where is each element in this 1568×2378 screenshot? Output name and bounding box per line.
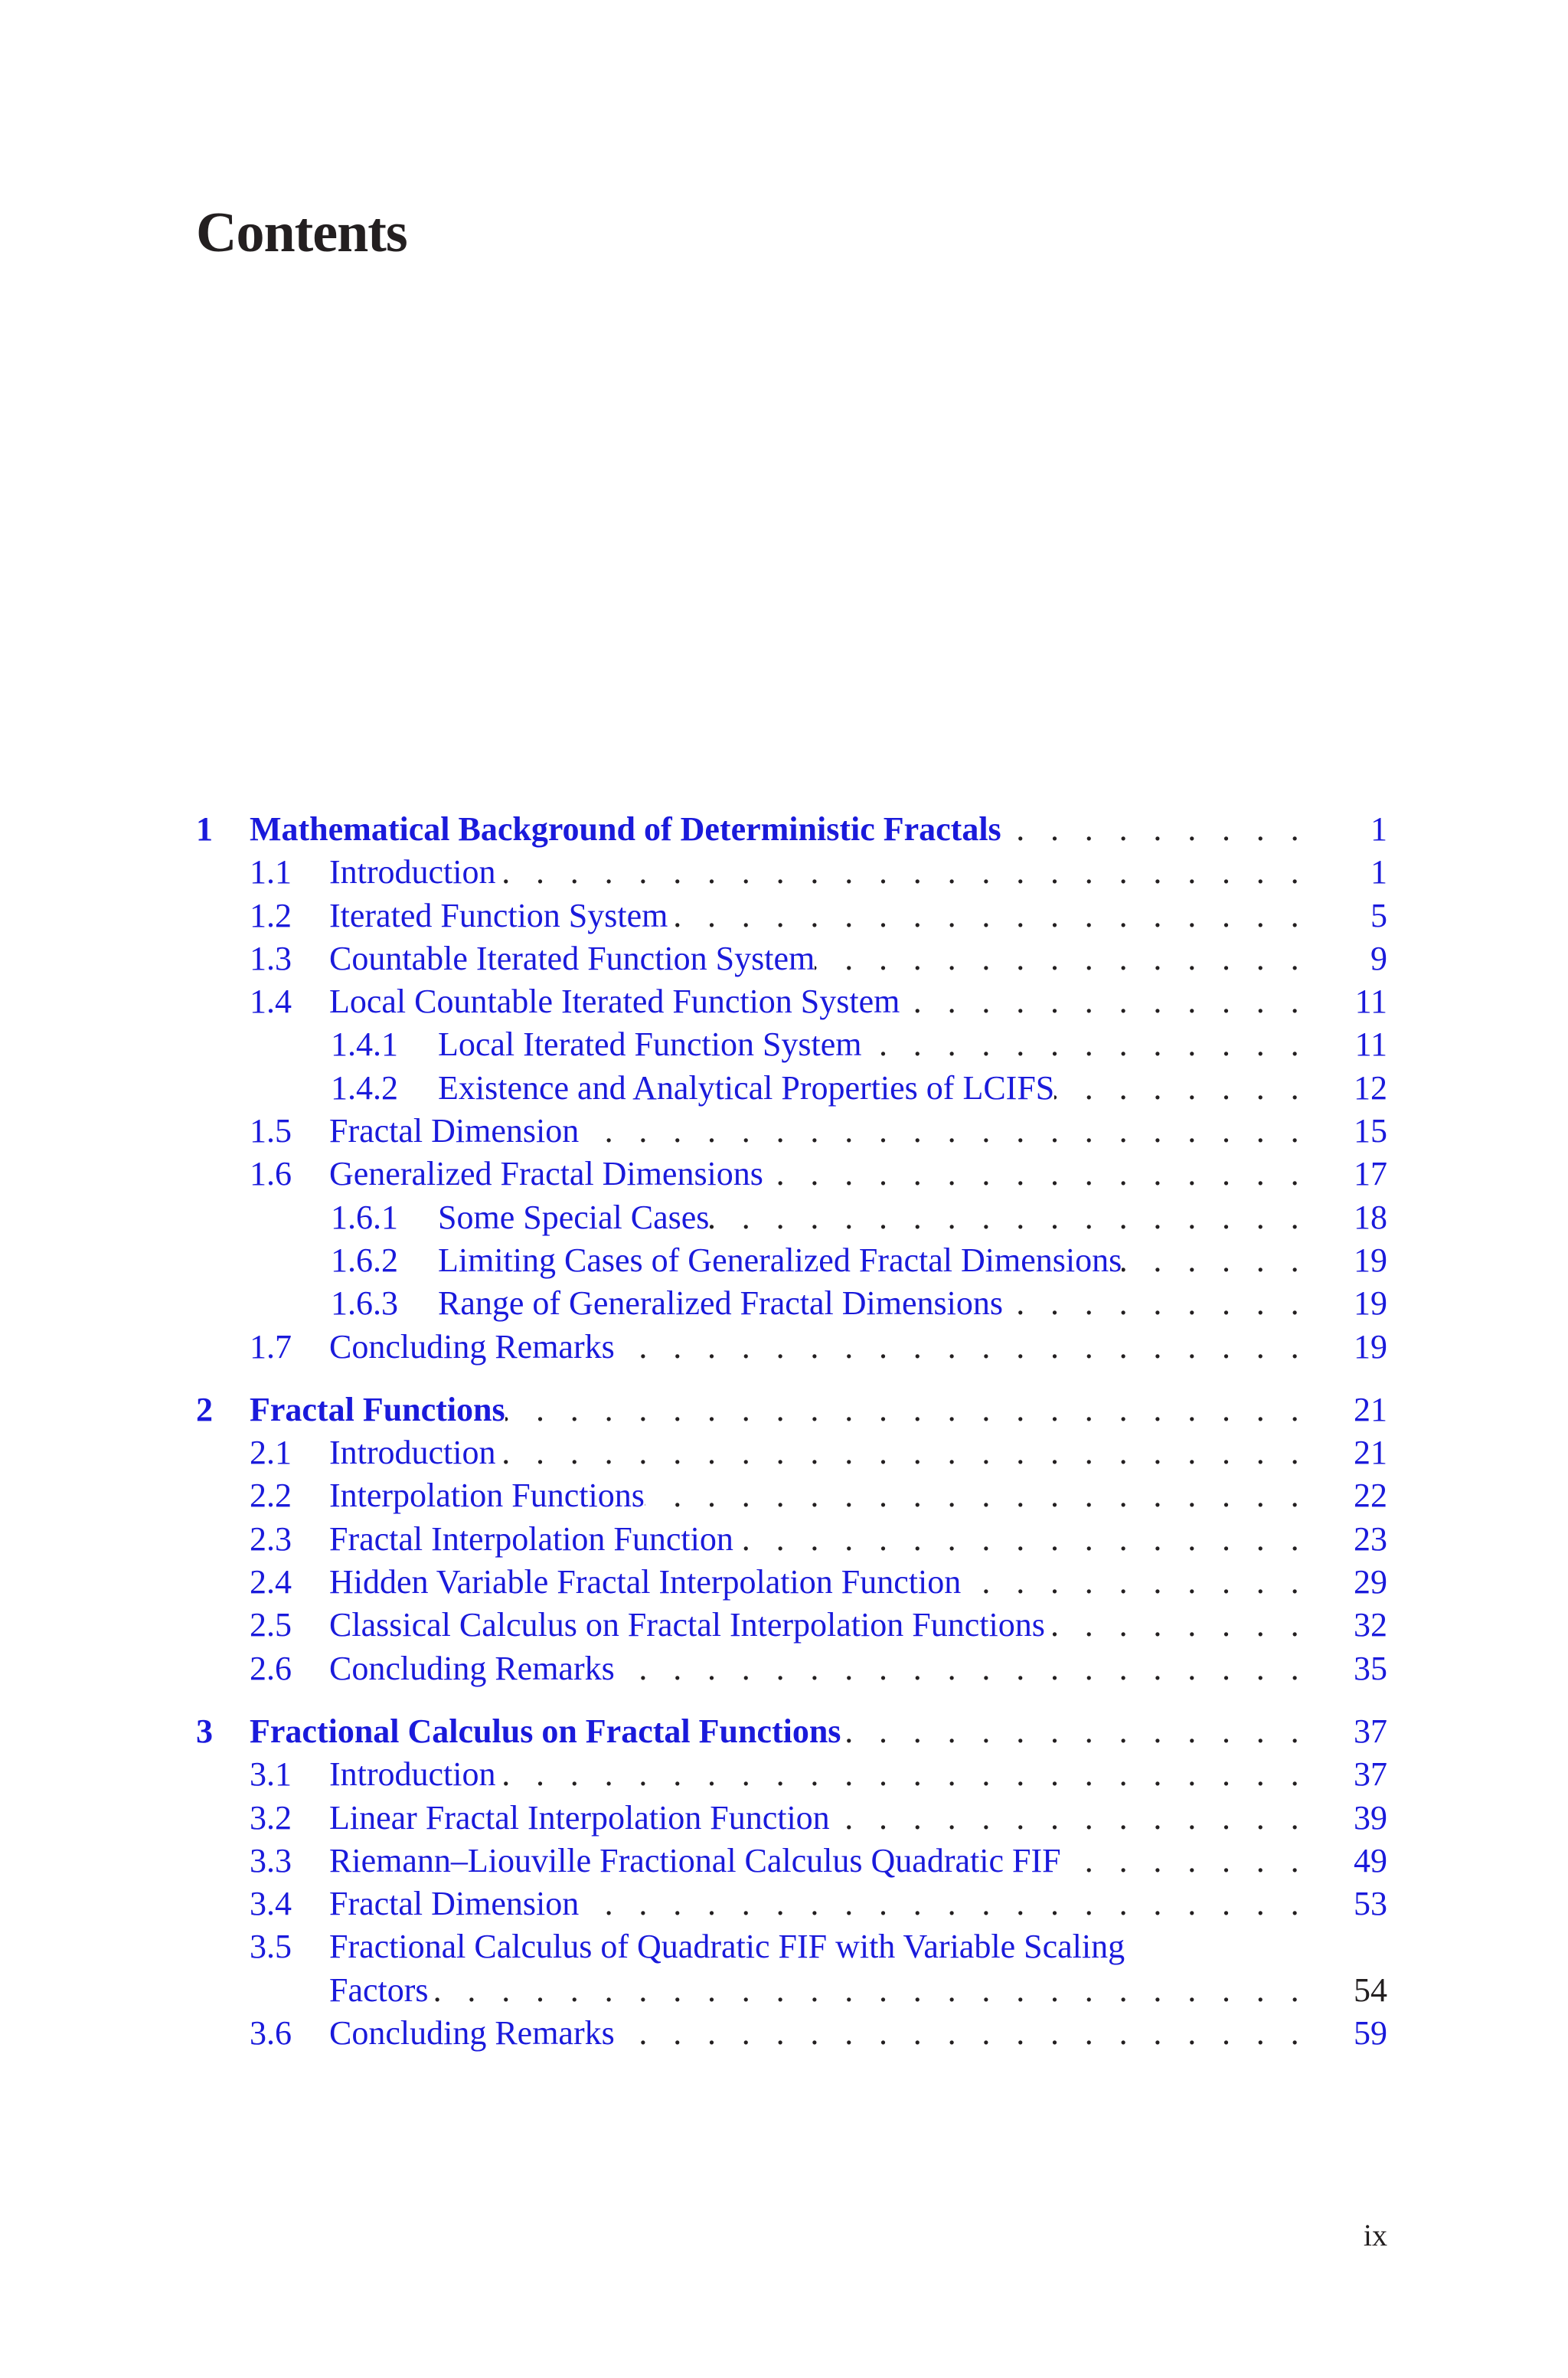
dot-leader	[1122, 1239, 1308, 1282]
toc-entry-number: 2.2	[250, 1477, 292, 1515]
dot-leader	[429, 1969, 1308, 2012]
toc-entry-page[interactable]: 12	[1354, 1068, 1387, 1107]
toc-entry-page[interactable]: 22	[1354, 1477, 1387, 1515]
table-of-contents	[0, 808, 1568, 2055]
toc-entry-number: 2.4	[250, 1563, 292, 1601]
dot-leader	[505, 1389, 1308, 1431]
toc-entry-title[interactable]: Countable Iterated Function System	[329, 939, 815, 977]
dot-leader	[1001, 808, 1308, 851]
toc-entry-number: 2.3	[250, 1519, 292, 1558]
toc-entry-number: 1.4.1	[331, 1025, 398, 1064]
toc-entry-title[interactable]: Fractal Dimension	[329, 1885, 580, 1923]
toc-entry-page[interactable]: 37	[1354, 1755, 1387, 1794]
toc-entry[interactable]	[0, 1067, 1568, 1110]
toc-entry-number: 1.6.1	[331, 1198, 398, 1236]
toc-entry-number: 2.5	[250, 1606, 292, 1644]
toc-entry[interactable]	[0, 1797, 1568, 1840]
toc-chapter-entry[interactable]	[0, 808, 1568, 851]
toc-entry-title[interactable]: Range of Generalized Fractal Dimensions	[438, 1284, 1003, 1323]
toc-entry-page[interactable]: 35	[1354, 1649, 1387, 1687]
toc-entry-number: 1.6.2	[331, 1241, 398, 1279]
toc-entry[interactable]	[0, 1023, 1568, 1066]
toc-entry-number: 1.6	[250, 1155, 292, 1193]
toc-entry[interactable]	[0, 1518, 1568, 1561]
dot-leader	[961, 1561, 1308, 1604]
toc-entry-title[interactable]: Fractional Calculus of Quadratic FIF with Variable Scaling	[329, 1928, 1125, 1966]
toc-entry-page[interactable]: 49	[1354, 1841, 1387, 1879]
toc-chapter-entry[interactable]	[0, 1710, 1568, 1753]
dot-leader	[1045, 1604, 1308, 1647]
toc-entry-title[interactable]: Introduction	[329, 1755, 496, 1794]
toc-entry-page[interactable]: 19	[1354, 1241, 1387, 1279]
dot-leader	[645, 1474, 1308, 1517]
toc-entry-title[interactable]: Fractal Functions	[250, 1390, 505, 1428]
toc-entry[interactable]	[0, 1882, 1568, 1925]
toc-entry-title[interactable]: Introduction	[329, 1434, 496, 1472]
dot-leader	[733, 1518, 1308, 1561]
toc-entry-number: 3.2	[250, 1798, 292, 1837]
toc-entry[interactable]	[0, 1604, 1568, 1647]
toc-entry[interactable]	[0, 1753, 1568, 1796]
toc-entry[interactable]	[0, 937, 1568, 980]
dot-leader	[1054, 1067, 1308, 1110]
toc-entry-title[interactable]: Linear Fractal Interpolation Function	[329, 1798, 830, 1837]
toc-entry[interactable]	[0, 1282, 1568, 1325]
toc-entry-number: 1	[196, 810, 213, 848]
toc-entry-page[interactable]: 1	[1370, 810, 1387, 848]
toc-entry-number: 3	[196, 1712, 213, 1750]
page-number: ix	[1363, 2218, 1387, 2252]
dot-leader	[496, 1431, 1308, 1474]
toc-entry-number: 1.3	[250, 939, 292, 977]
dot-leader	[841, 1710, 1308, 1753]
dot-leader	[579, 1110, 1308, 1153]
toc-entry-title[interactable]: Limiting Cases of Generalized Fractal Dimensions	[438, 1241, 1122, 1279]
toc-entry[interactable]	[0, 851, 1568, 894]
toc-entry-title[interactable]: Mathematical Background of Deterministic Fractals	[250, 810, 1001, 848]
toc-entry-title[interactable]: Local Iterated Function System	[438, 1025, 862, 1064]
toc-entry-number: 2	[196, 1390, 213, 1428]
toc-entry-title[interactable]: Concluding Remarks	[329, 2014, 615, 2053]
toc-entry-page[interactable]: 21	[1354, 1390, 1387, 1428]
toc-entry-number: 3.6	[250, 2014, 292, 2053]
page-title: Contents	[196, 201, 407, 264]
toc-entry-title[interactable]: Generalized Fractal Dimensions	[329, 1155, 763, 1193]
toc-entry-title[interactable]: Introduction	[329, 853, 496, 891]
toc-entry-title[interactable]: Concluding Remarks	[329, 1327, 615, 1366]
toc-entry[interactable]	[0, 1647, 1568, 1690]
toc-entry-page[interactable]: 32	[1354, 1606, 1387, 1644]
toc-entry-title[interactable]: Concluding Remarks	[329, 1649, 615, 1687]
toc-entry-page[interactable]: 29	[1354, 1563, 1387, 1601]
dot-leader	[900, 980, 1308, 1023]
toc-entry[interactable]	[0, 1110, 1568, 1153]
dot-leader	[615, 1326, 1308, 1369]
toc-entry[interactable]	[0, 1925, 1568, 1968]
dot-leader	[763, 1153, 1308, 1196]
toc-entry-number: 2.6	[250, 1649, 292, 1687]
toc-entry[interactable]	[0, 1196, 1568, 1239]
toc-entry-title[interactable]: Local Countable Iterated Function System	[329, 983, 900, 1021]
toc-entry[interactable]	[0, 1239, 1568, 1282]
toc-entry-number: 3.3	[250, 1841, 292, 1879]
toc-entry-title[interactable]: Classical Calculus on Fractal Interpolation Functions	[329, 1606, 1045, 1644]
toc-entry-page[interactable]: 59	[1354, 2014, 1387, 2053]
toc-entry-page[interactable]: 9	[1370, 939, 1387, 977]
toc-entry-number: 1.7	[250, 1327, 292, 1366]
toc-entry-page[interactable]: 11	[1354, 1025, 1387, 1064]
toc-entry-page[interactable]: 1	[1370, 853, 1387, 891]
toc-entry-page[interactable]: 23	[1354, 1519, 1387, 1558]
dot-leader	[615, 2012, 1308, 2055]
toc-entry-page[interactable]: 11	[1354, 983, 1387, 1021]
dot-leader	[496, 1753, 1308, 1796]
dot-leader	[862, 1023, 1308, 1066]
dot-leader	[579, 1882, 1308, 1925]
dot-leader	[1003, 1282, 1308, 1325]
toc-entry-number: 1.4.2	[331, 1068, 398, 1107]
toc-entry-number: 1.4	[250, 983, 292, 1021]
toc-entry-number: 1.5	[250, 1112, 292, 1150]
toc-entry-page[interactable]: 18	[1354, 1198, 1387, 1236]
toc-entry-title[interactable]: Fractal Dimension	[329, 1112, 580, 1150]
toc-entry-number: 3.5	[250, 1928, 292, 1966]
toc-entry-page[interactable]: 19	[1354, 1284, 1387, 1323]
toc-chapter-entry[interactable]	[0, 1389, 1568, 1431]
toc-entry-title[interactable]: Hidden Variable Fractal Interpolation Function	[329, 1563, 962, 1601]
toc-entry-number: 1.6.3	[331, 1284, 398, 1323]
toc-entry[interactable]	[0, 1474, 1568, 1517]
toc-entry[interactable]	[0, 1153, 1568, 1196]
toc-entry-title[interactable]: Interpolation Functions	[329, 1477, 645, 1515]
toc-entry-page[interactable]: 54	[1354, 1971, 1387, 2009]
toc-entry-number: 2.1	[250, 1434, 292, 1472]
toc-entry-page[interactable]: 15	[1354, 1112, 1387, 1150]
toc-entry-title[interactable]: Some Special Cases	[438, 1198, 710, 1236]
toc-entry-title[interactable]: Factors	[329, 1971, 429, 2009]
toc-entry[interactable]	[0, 1840, 1568, 1882]
toc-entry-title[interactable]: Existence and Analytical Properties of LCIFS	[438, 1068, 1055, 1107]
toc-entry[interactable]	[0, 2012, 1568, 2055]
toc-entry-page[interactable]: 53	[1354, 1885, 1387, 1923]
dot-leader	[815, 937, 1308, 980]
toc-entry[interactable]	[0, 1969, 1568, 2012]
toc-entry-title[interactable]: Iterated Function System	[329, 896, 668, 934]
dot-leader	[615, 1647, 1308, 1690]
toc-entry[interactable]	[0, 895, 1568, 937]
dot-leader	[496, 851, 1308, 894]
dot-leader	[830, 1797, 1308, 1840]
toc-entry-title[interactable]: Fractal Interpolation Function	[329, 1519, 733, 1558]
toc-entry-page[interactable]: 19	[1354, 1327, 1387, 1366]
toc-entry-page[interactable]: 39	[1354, 1798, 1387, 1837]
toc-entry-title[interactable]: Fractional Calculus on Fractal Functions	[250, 1712, 841, 1750]
toc-entry-number: 3.4	[250, 1885, 292, 1923]
toc-entry-number: 3.1	[250, 1755, 292, 1794]
toc-entry-page[interactable]: 21	[1354, 1434, 1387, 1472]
toc-entry-title[interactable]: Riemann–Liouville Fractional Calculus Quadratic FIF	[329, 1841, 1061, 1879]
toc-entry[interactable]	[0, 1326, 1568, 1369]
toc-entry-number: 1.1	[250, 853, 292, 891]
dot-leader	[668, 895, 1308, 937]
toc-entry-page[interactable]: 5	[1370, 896, 1387, 934]
dot-leader	[1061, 1840, 1308, 1882]
toc-entry-page[interactable]: 17	[1354, 1155, 1387, 1193]
toc-entry-number: 1.2	[250, 896, 292, 934]
dot-leader	[709, 1196, 1308, 1239]
toc-entry[interactable]	[0, 1431, 1568, 1474]
toc-entry[interactable]	[0, 1561, 1568, 1604]
toc-entry[interactable]	[0, 980, 1568, 1023]
toc-entry-page[interactable]: 37	[1354, 1712, 1387, 1750]
